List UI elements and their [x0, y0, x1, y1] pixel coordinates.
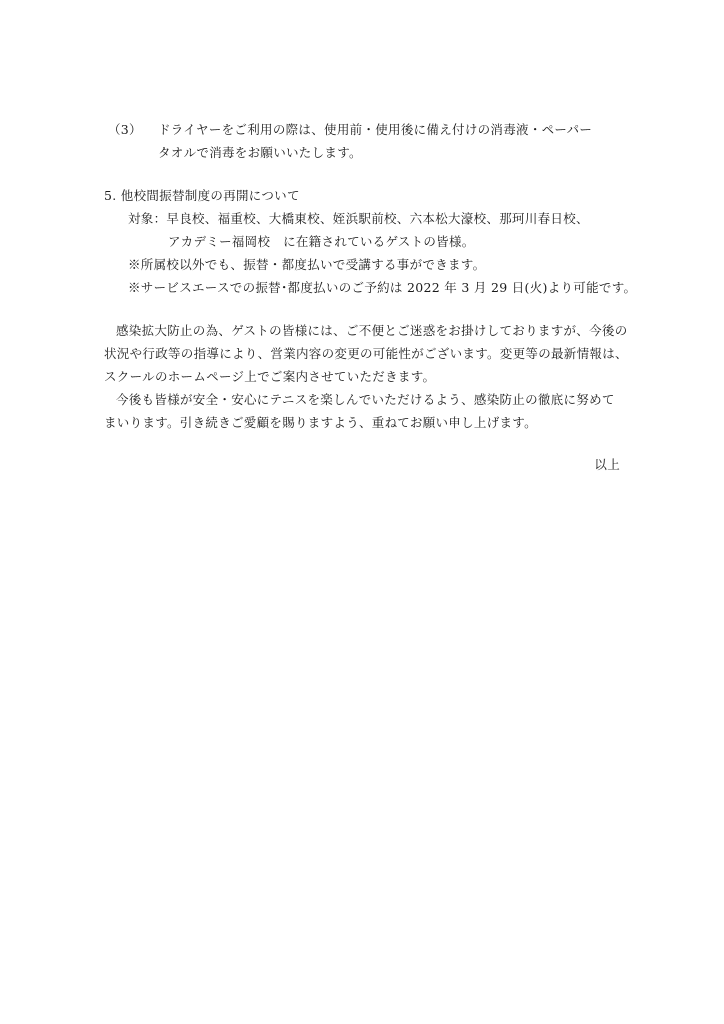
closing-p1-line2: 状況や行政等の指導により、営業内容の変更の可能性がございます。変更等の最新情報は、 [104, 346, 628, 361]
section5-note1: ※所属校以外でも、振替・都度払いで受講する事ができます。 [128, 257, 486, 272]
section5-note2: ※サービスエースでの振替･都度払いのご予約は 2022 年 3 月 29 日(火)より可能です。 [128, 280, 637, 295]
section5-target-line2: アカデミー福岡校 に在籍されているゲストの皆様。 [168, 234, 475, 249]
closing-p2-line2: まいります。引き続きご愛顧を賜りますよう、重ねてお願い申し上げます。 [104, 415, 537, 430]
closing-p1-line3: スクールのホームページ上でご案内させていただきます。 [104, 369, 436, 384]
item3-text-line1: ドライヤーをご利用の際は、使用前・使用後に備え付けの消毒液・ペーパー [158, 122, 593, 137]
section5-heading: 5. 他校間振替制度の再開について [104, 188, 300, 203]
item3-marker: （3） [108, 122, 142, 137]
item3-text-line2: タオルで消毒をお願いいたします。 [158, 145, 362, 160]
closing-p2-line1: 今後も皆様が安全・安心にテニスを楽しんでいただけるよう、感染防止の徹底に努めて [116, 392, 615, 407]
end-mark: 以上 [594, 457, 620, 472]
section5-target-line1: 対象：早良校、福重校、大橋東校、姪浜駅前校、六本松大濠校、那珂川春日校、 [128, 211, 589, 226]
closing-p1-line1: 感染拡大防止の為、ゲストの皆様には、ご不便とご迷惑をお掛けしておりますが、今後の [116, 323, 628, 338]
